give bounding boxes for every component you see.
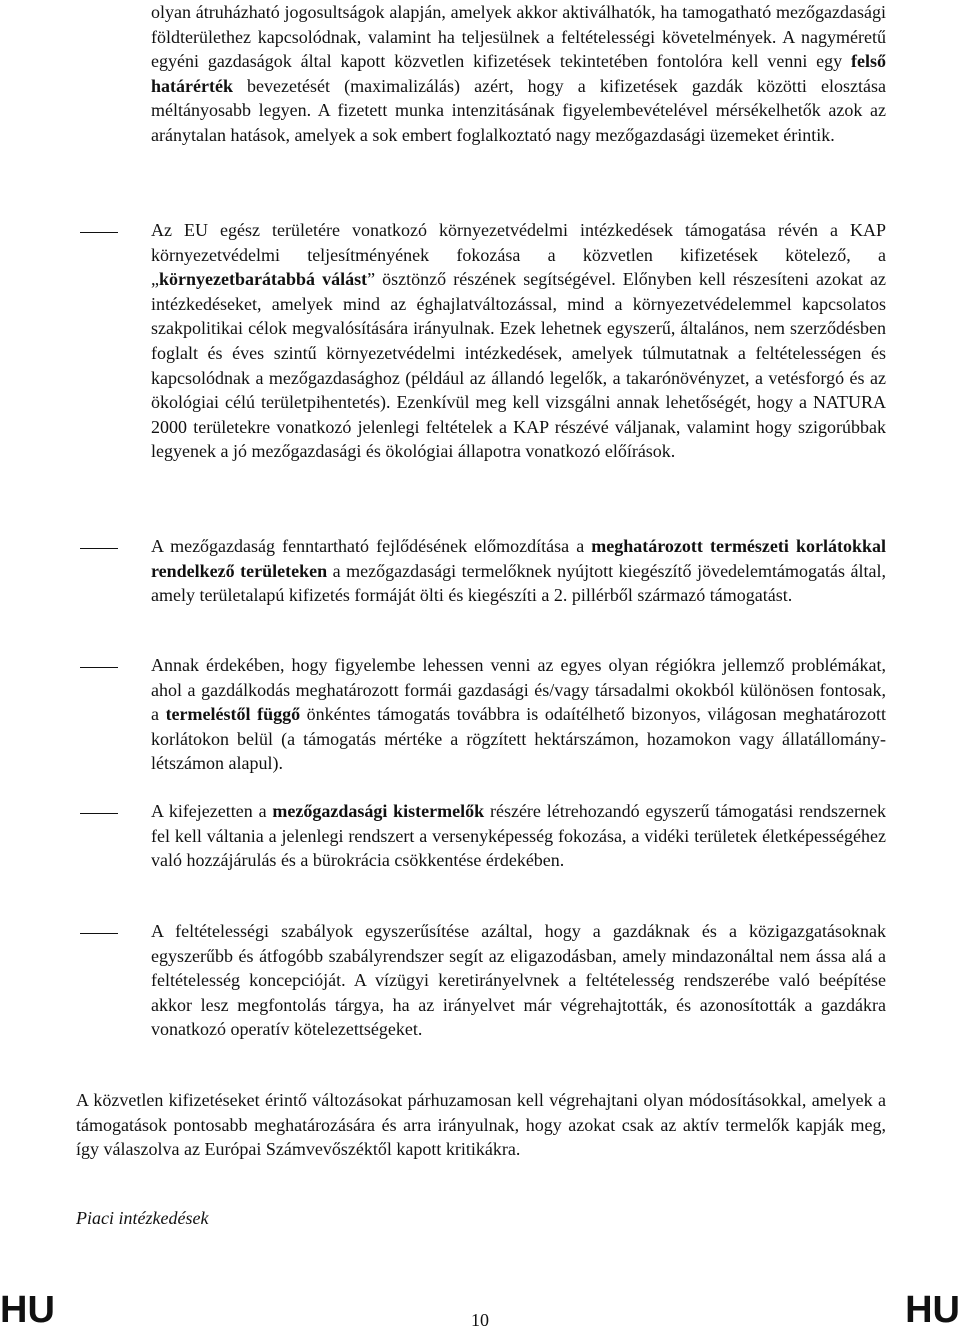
bold-term: környezetbarátabbá válást xyxy=(159,269,368,290)
bullet-dash xyxy=(80,813,118,814)
text-run: Az EU egész területére vonatkozó környezetvédelmi intézkedések támogatása révén a KAP környezetvédelmi teljesítményének fokozása a közvetlen kifizetések kötelező, a „ xyxy=(151,220,886,290)
text-run: a mezőgazdasági termelőknek nyújtott kiegészítő jövedelemtámogatás által, amely területalapú kifizetés formáját ölti és kiegészíti a 2. pillérből származó támogatást. xyxy=(151,560,886,606)
bold-term: mezőgazdasági kistermelők xyxy=(272,801,485,821)
page-number: 10 xyxy=(471,1310,489,1330)
paragraph-direct-payments-changes xyxy=(76,1088,886,1162)
bold-term: meghatározott természeti korlátokkal rendelkező területeken xyxy=(151,536,886,581)
paragraph-greening xyxy=(151,218,886,464)
bold-term: termeléstől függő xyxy=(165,704,301,725)
text-run: önkéntes támogatás továbbra is odaítélhető bizonyos, világosan meghatározott korlátokon belül (a támogatás mértéke a rögzített hektárszámon, hozamokon vagy állatállomány-létszámon alapul). xyxy=(151,704,886,774)
text-run: A közvetlen kifizetéseket érintő változásokat párhuzamosan kell végrehajtani olyan módosításokkal, amelyek a támogatások pontosabb meghatározására és arra irányulnak, hogy azokat csak az aktív termelők kapják meg, így válaszolva az Európai Számvevőszéktől kapott kritikákra. xyxy=(76,1090,886,1160)
language-code-right: HU xyxy=(905,1289,960,1331)
paragraph-cross-compliance xyxy=(151,919,886,1042)
paragraph-coupled-support xyxy=(151,653,886,776)
section-heading: Piaci intézkedések xyxy=(76,1208,209,1228)
text-run: bevezetését (maximalizálás) azért, hogy a kifizetések gazdák közötti elosztása méltányosabb legyen. A fizetett munka intenzitásának figyelembevételével mérsékelhetők azok az aránytalan hatások, amelyek a sok embert foglalkoztató nagy mezőgazdasági üzemeket érintik. xyxy=(151,75,886,145)
text-run: A mezőgazdaság fenntartható fejlődésének előmozdítása a xyxy=(151,536,592,556)
text-run: olyan átruházható jogosultságok alapján, amelyek akkor aktiválhatók, ha tamogatható mezőgazdasági földterülethez kapcsolódnak, valamint ha teljesülnek a feltételességi követelmények. A nagyméretű egyéni gazdaságok által kapott közvetlen kifizetések tekintetében fontolóra kell venni egy xyxy=(151,2,886,72)
paragraph-direct-payments-cap xyxy=(151,0,886,148)
language-code-left: HU xyxy=(0,1289,55,1331)
paragraph-natural-constraints xyxy=(151,534,886,608)
bold-term: felső határérték xyxy=(151,51,886,96)
bullet-dash xyxy=(80,232,118,233)
bullet-dash xyxy=(80,548,118,549)
text-run: Annak érdekében, hogy figyelembe lehessen venni az egyes olyan régiókra jellemző problémákat, ahol a gazdálkodás meghatározott formái gazdasági és/vagy társadalmi okokból különösen fontosak, a xyxy=(151,655,886,725)
text-run: ” ösztönző részének segítségével. Előnyben kell részesíteni azokat az intézkedéseket, amelyek mind az éghajlatváltozással, mind a környezetvédelemmel kapcsolatos szakpolitikai célok megvalósítására irányulnak. Ezek lehetnek egyszerű, általános, nem szerződésben foglalt és éves szintű környezetvédelmi intézkedések, amelyek túlmutatnak a feltételességen és kapcsolódnak a mezőgazdasághoz (például az állandó legelők, a takarónövényzet, a vetésforgó és az ökológiai célú területpihentetés). Ezenkívül meg kell vizsgálni annak lehetőségét, hogy a NATURA 2000 területekre vonatkozó jelenlegi feltételek a KAP részévé váljanak, valamint hogy szigorúbbak legyenek a jó mezőgazdasági és ökológiai állapotra vonatkozó előírások. xyxy=(151,269,886,462)
paragraph-small-farmers xyxy=(151,799,886,873)
text-run: A feltételességi szabályok egyszerűsítése azáltal, hogy a gazdáknak és a közigazgatásoknak egyszerűbb és átfogóbb szabályrendszer segít az eligazodásban, amely mindazonáltal nem ássa alá a feltételesség koncepcióját. A vízügyi keretirányelvnek a feltételesség rendszerébe való beépítése akkor lesz megfontolás tárgya, ha az irányelvet már végrehajtották, és azonosították a gazdákra vonatkozó operatív kötelezettségeket. xyxy=(151,921,886,1040)
text-run: részére létrehozandó egyszerű támogatási rendszernek fel kell váltania a jelenlegi rendszert a versenyképesség fokozása, a vidéki területek életképességéhez való hozzájárulás és a bürokrácia csökkentése érdekében. xyxy=(151,801,886,871)
bullet-dash xyxy=(80,933,118,934)
text-run: A kifejezetten a xyxy=(151,801,273,821)
bullet-dash xyxy=(80,667,118,668)
